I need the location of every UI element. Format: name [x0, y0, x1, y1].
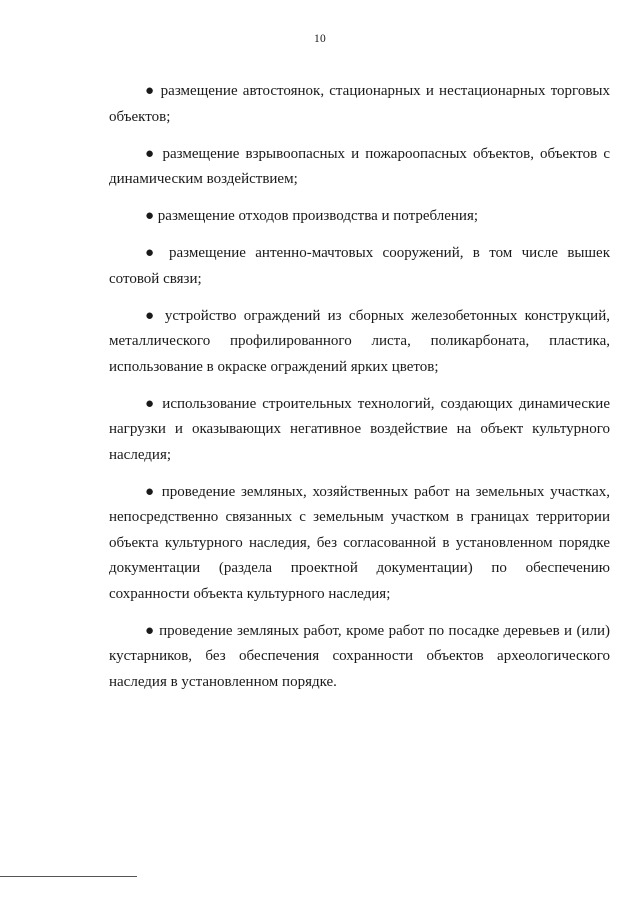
list-item: ● размещение автостоянок, стационарных и нестационарных торговых объектов;: [109, 83, 610, 125]
page-number: 10: [313, 33, 327, 45]
list-item: ● размещение антенно-мачтовых сооружений, в том числе вышек сотовой связи;: [109, 245, 610, 287]
list-item: ● размещение взрывоопасных и пожароопасных объектов, объектов с динамическим воздействием;: [109, 145, 610, 187]
footnote-separator: [0, 876, 137, 877]
list-item: ● устройство ограждений из сборных железобетонных конструкций, металлического профилированного листа, поликарбоната, пластика, использование в окраске ограждений ярких цветов;: [109, 307, 610, 375]
list-item: ● использование строительных технологий, создающих динамические нагрузки и оказывающих негативное воздействие на объект культурного наследия;: [109, 395, 610, 463]
list-item: ● размещение отходов производства и потребления;: [145, 208, 479, 224]
list-item: ● проведение земляных, хозяйственных работ на земельных участках, непосредственно связанных с земельным участком в границах территории объекта культурного наследия, без согласованной в установленном порядке документации (раздела проектной документации) по обеспечению сохранности объекта культурного наследия;: [109, 483, 610, 602]
document-body: [109, 79, 610, 707]
list-item: ● проведение земляных работ, кроме работ по посадке деревьев и (или) кустарников, без обеспечения сохранности объектов археологического наследия в установленном порядке.: [109, 622, 610, 690]
